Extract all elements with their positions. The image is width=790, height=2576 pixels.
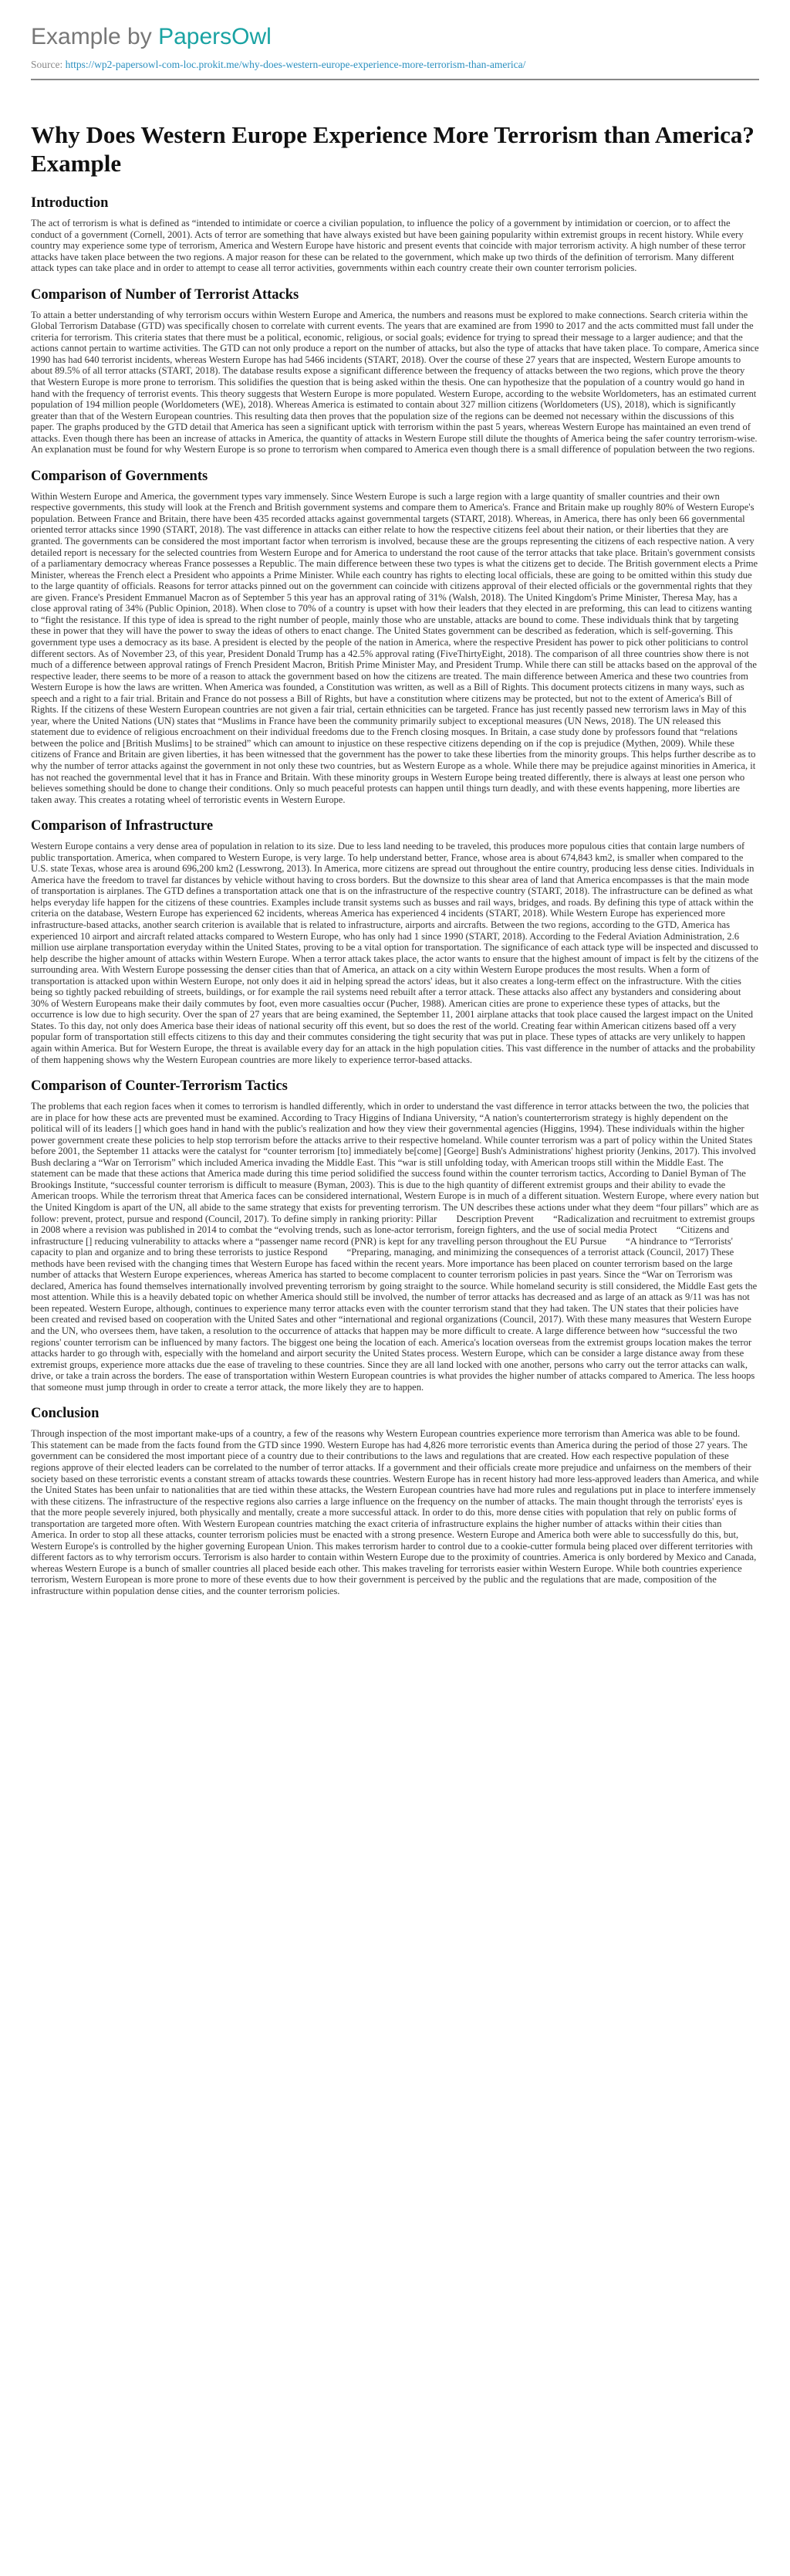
section-paragraph-conclusion: Through inspection of the most important make-ups of a country, a few of the reasons why Western European countries experience more terrorism than America was able to be found. This statement can be made from the facts found from the GTD since 1990. Western Europe has had 4,826 more terroristic events than America during the period of those 27 years. The government can be considered the most important piece of a country due to their contributions to the laws and regulations that are created. How each respective population of these regions approve of their elected leaders can be correlated to the number of terror attacks. If a government and their officials create more prejudice and unfairness on the members of their society based on these terroristic events a constant stream of attacks towards these countries. Western Europe has in recent history had more less-approved leaders than America, and while the United States has been unfair to nationalities that are tied within these attacks, the Western European countries have had more rules and regulations put in place to interfere immensely with these citizens. The infrastructure of the respective regions also carries a large influence on the frequency on the number of attacks. The main thought through the terrorists' eyes is that the more people severely injured, both physically and mentally, create a more successful attack. In order to do this, more dense cities with population that rely on public forms of transportation are targeted more often. With Western European countries matching the exact criteria of infrastructure explains the higher number of attacks within their cities than America. In order to stop all these attacks, counter terrorism policies must be enacted with a strong presence. Western Europe and America both were able to successfully do this, but, Western Europe's is controlled by the higher governing European Union. This makes terrorism harder to control due to a cookie-cutter formula being placed over different territories with different factors as to why terrorism occurs. Terrorism is also harder to contain within Western Europe due to the proximity of countries. America is only bordered by Mexico and Canada, whereas Western Europe is a bunch of smaller countries all placed beside each other. This makes traveling for terrorists easier within Western Europe. While both countries experience terrorism, Western European is more prone to more of these events due to how their government is perceived by the public and the regulations that are made, composition of the infrastructure within population dense cities, and the counter terrorism policies. (31, 1428, 759, 1596)
article (0, 120, 790, 1597)
brand-prefix: Example by (31, 24, 159, 49)
brand-name: PapersOwl (158, 24, 272, 49)
source-label: Source: (31, 59, 66, 70)
section-heading-infrastructure: Comparison of Infrastructure (31, 818, 214, 834)
section-heading-governments: Comparison of Governments (31, 468, 208, 484)
header-divider (31, 79, 759, 80)
section-heading-number-of-attacks: Comparison of Number of Terrorist Attacks (31, 286, 299, 303)
section-paragraph-infrastructure: Western Europe contains a very dense area of population in relation to its size. Due to less land needing to be traveled, this produces more populous cities that contain large numbers of public transportation. America, when compared to Western Europe, is very large. To help understand better, France, whose area is about 674,843 km2, is smaller when compared to the U.S. state Texas, whose area is around 696,200 km2 (Lesswrong, 2013). In America, more citizens are spread out throughout the entire country, producing less dense cities. Individuals in America have the freedom to travel far distances by vehicle without having to cross borders. But the downsize to this shear area of land that America encompasses is that the main mode of transportation is airplanes. The GTD defines a transportation attack one that is on the infrastructure of the respective country (START, 2018). The infrastructure can be defined as what helps everyday life happen for the citizens of these countries. Examples include transit systems such as busses and rail ways, bridges, and roads. By defining this type of attack within the criteria on the database, Western Europe has experienced 62 incidents, whereas America has experienced 4 incidents (START, 2018). While Western Europe has experienced more infrastructure-based attacks, another search criterion is available that is related to infrastructure, airports and aircrafts. Between the two regions, according to the GTD, America has experienced 10 airport and aircraft related attacks compared to Western Europe, who has only had 1 since 1990 (START, 2018). According to the Federal Aviation Administration, 2.6 million use airplane transportation everyday within the United States, proving to be a vital option for transportation. The significance of each attack type will be inspected and discussed to help describe the higher amount of attacks within Western Europe. When a terror attack takes place, the actor wants to ensure that the highest amount of impact is felt by the citizens of the surrounding area. With Western Europe possessing the denser cities than that of America, an attack on a city within Western Europe produces the most results. When a form of transportation is attacked upon within Western Europe, not only does it aid in helping spread the actors' ideas, but it also creates a long-term effect on the infrastructure. With the cities being so tightly packed rebuilding of streets, buildings, or for example the rail systems need rebuilt after a terror attack. These attacks also affect any bystanders and considering about 30% of Western Europeans make their daily commutes by foot, even more casualties occur (Pucher, 1988). American cities are prone to experience these types of attacks, but the occurrence is low due to high security. Over the span of 27 years that are being examined, the September 11, 2001 airplane attacks that took place caused the largest impact on the United States. To this day, not only does America base their ideas of national security off this event, but so does the rest of the world. Creating fear within American citizens based off a very popular form of transportation still effects citizens to this day and their commutes considering the tight security that was put in place. These types of attacks are very unlikely to happen again within America. But for Western Europe, the threat is available every day for an attack in the high population cities. This vast difference in the number of attacks and the probability of them happening shows why the Western European countries are more likely to experience terror-based attacks. (31, 841, 759, 1065)
source-line (31, 59, 759, 71)
section-paragraph-governments: Within Western Europe and America, the government types vary immensely. Since Western Europe is such a large region with a large quantity of smaller countries and their own respective governments, this study will look at the French and British government systems and compare them to America's. France and Britain make up roughly 80% of Western Europe's population. Between France and Britain, there have been 435 recorded attacks against governmental targets (START, 2018). Whereas, in America, there has only been 66 governmental oriented terror attacks since 1990 (START, 2018). The vast difference in attacks can either relate to how the respective citizens feel about their nation, or their liberties that they are granted. The governments can be considered the most important factor when terrorism is involved, because these are the groups representing the citizens of each respective nation. A very detailed report is necessary for the selected countries from Western Europe and for America to understand the root cause of the terror attacks that take place. Britain's government consists of a parliamentary democracy whereas France possesses a Republic. The main difference between these two types is what the citizens get to decide. The British government elects a Prime Minister, whereas the French elect a President who appoints a Prime Minister. While each country has rights to electing local officials, these are going to be omitted within this study due to the large quantity of officials. Reasons for terror attacks pinned out on the government can coincide with citizens approval of their elected officials or the governmental rights that they are given. France's President Emmanuel Macron as of September 5 this year has an approval rating of 31% (Walsh, 2018). The United Kingdom's Prime Minister, Theresa May, has a close approval rating of 34% (Public Opinion, 2018). When close to 70% of a country is upset with how their leaders that they elected in are preforming, this can lead to citizens wanting to “fight the resistance. If this type of idea is spread to the right number of people, mainly those who are unstable, attacks are bound to come. These individuals think that by targeting these in power that they will have the power to sway the ideas of others to enact change. The United States government can be described as federation, which is self-governing. This government type uses a democracy as its base. A president is elected by the people of the nation in America, where the respective President has power to pick other politicians to control different sectors. As of November 23, of this year, President Donald Trump has a 42.5% approval rating (FiveThirtyEight, 2018). The comparison of all three countries show there is not much of a difference between approval ratings of French President Macron, British Prime Minister May, and President Trump. While there can still be attacks based on the approval of the respective leader, there seems to be more of a reason to attack the government based on how the citizens are treated. The main difference between America and these two countries from Western Europe is how the laws are written. When America was founded, a Constitution was written, as well as a Bill of Rights. This document protects citizens in many ways, such as speech and a right to a fair trial. Britain and France do not possess a Bill of Rights, but have a constitution where citizens may be protected, but not to the extent of America's Bill of Rights. If the citizens of these Western European countries are not given a fair trial, certain ethnicities can be targeted. France has just recently passed new terrorism laws in May of this year, where the United Nations (UN) states that “Muslims in France have been the community primarily subject to exceptional measures (UN News, 2018). The UN released this statement due to evidence of religious encroachment on their individual freedoms due to the French closing mosques. In Britain, a case study done by professors found that “relations between the police and [British Muslims] to be strained” which can amount to injustice on these respective citizens depending on if the cop is prejudice (Mythen, 2009). While these citizens of France and Britain are given liberties, it has been witnessed that the government has the power to take these liberties from the minority groups. This helps further describe as to why the number of terror attacks against the government in not only these two countries, but as Western Europe as a whole. While there may be prejudice against minorities in America, it has not reached the governmental level that it has in France and Britain. With these minority groups in Western Europe being treated differently, there is always at least one person who believes something should be done to change their conditions. Only so much peaceful protests can happen until things turn deadly, and with these events happening, more liberties are taken away. This creates a rotating wheel of terroristic events in Western Europe. (31, 490, 758, 805)
section-heading-conclusion: Conclusion (31, 1406, 100, 1422)
section-paragraph-counter-terrorism: The problems that each region faces when it comes to terrorism is handled differently, which in order to understand the vast difference in terror attacks between the two, the policies that are in place for how these acts are prevented must be examined. According to Tracy Higgins of Indiana University, “A nation's counterterrorism strategy is highly dependent on the political will of its leaders [] which goes hand in hand with the public's realization and how they view their governmental agencies (Higgins, 1994). These individuals within the higher power government create these policies to help stop terrorism before the attacks arrive to their respective homeland. While counter terrorism was a part of policy within the United States before 2001, the September 11 attacks were the catalyst for “counter terrorism [to] immediately be[come] [George] Bush's Administrations' highest priority (Jenkins, 2017). This involved Bush declaring a “War on Terrorism” which included America invading the Middle East. This “war is still unfolding today, with American troops still within the Middle East. The statement can be made that these actions that America made during this time period solidified the success found within the counter terrorism tactics, According to Daniel Byman of The Brookings Institute, “successful counter terrorism is difficult to measure (Byman, 2003). This is due to the high quantity of different extremist groups and their ability to evade the American troops. While the terrorism threat that America faces can be considered international, Western Europe is in much of a different situation. Western Europe, where every nation but the United Kingdom is apart of the UN, all abide to the same strategy that exists for preventing terrorism. The UN describes these actions under what they deem “four pillars” which are as follow: prevent, protect, pursue and respond (Council, 2017). To define simply in ranking priority: Pillar Description Prevent “Radicalization and recruitment to extremist groups in 2008 where a revision was published in 2014 to combat the “evolving trends, such as lone-actor terrorism, foreign fighters, and the use of social media Protect “Citizens and infrastructure [] reducing vulnerability to attacks where a “passenger name record (PNR) is kept for any travelling person throughout the EU Pursue “A hindrance to “Terrorists' capacity to plan and organize and to bring these terrorists to justice Respond “Preparing, managing, and minimizing the consequences of a terrorist attack (Council, 2017) These methods have been revised with the changing times that Western Europe has faced within the recent years. More importance has been placed on counter terrorism based on the large number of attacks that Western Europe experiences, whereas America has started to become complacent to counter terrorism policies in past years. Since the “War on Terrorism was declared, America has found themselves internationally involved preventing terrorism by going straight to the source. While homeland security is still considered, the Middle East gets the most attention. While this is a heavily debated topic on whether America should still be involved, the number of terror attacks has decreased and as large of an attack as 9/11 was has not been repeated. Western Europe, although, continues to experience many terror attacks even with the counter terrorism stand that they had taken. The UN states that their policies have been created and revised based on cooperation with the United Sates and other “international and regional organizations (Council, 2017). With these many measures that Western Europe and the UN, who oversees them, have taken, a resolution to the occurrence of attacks that happen may be more difficult to create. A large difference between how “successful the two regions' counter terrorism can be influenced by many factors. The biggest one being the location of each. America's location overseas from the extremist groups location makes the terror attacks harder to go through with, especially with the homeland and airport security the United States process. Western Europe, which can be consider a large distance away from these extremist groups, experience more attacks due the ease of traveling to these countries. Since they are all land locked with one another, persons who carry out the terror attacks can walk, drive, or take a train across the borders. The ease of transportation within Western European countries is what provides the higher number of attacks compared to America. The less hoops that someone must jump through in order to create a terror attack, the more likely they are to happen. (31, 1101, 759, 1393)
section-paragraph-number-of-attacks: To attain a better understanding of why terrorism occurs within Western Europe and America, the numbers and reasons must be explored to make connections. Search criteria within the Global Terrorism Database (GTD) was specifically chosen to correlate with current events. The years that are examined are from 1990 to 2017 and the acts committed must fall under the criteria for terrorism. This criteria states that there must be a political, economic, religious, or social goals; evidence for trying to spread their message to a larger audience; and that the actions cannot pertain to wartime activities. The GTD can not only produce a report on the number of attacks, but also the type of attacks that have taken place. To compare, America since 1990 has had 640 terrorist incidents, whereas Western Europe has had 5466 incidents (START, 2018). Over the course of these 27 years that are inspected, Western Europe amounts to about 89.5% of all terror attacks (START, 2018). The database results expose a significant difference between the frequency of attacks between the two regions, which prove the theory that Western Europe is more prone to terrorism. This solidifies the question that is being asked within the thesis. One can hypothesize that the population of a country would go hand in hand with the frequency of terrorist events. This theory suggests that Western Europe is more populated. Western Europe, according to the website Worldometers, has an estimated current population of 194 million people (Worldometers (WE), 2018). Whereas America is estimated to contain about 327 million citizens (Worldometers (US), 2018), which is significantly greater than that of the Western European countries. This resulting data then proves that the population size of the regions can be deemed not necessary within the discussions of this paper. The graphs produced by the GTD detail that America has seen a significant uptick with terrorism within the past 5 years, whereas Western Europe has maintained an even trend of attacks. Even though there has been an increase of attacks in America, the quantity of attacks in Western Europe still dilute the thoughts of America being the safer country terrorism-wise. An explanation must be found for why Western Europe is so prone to terrorism when compared to America even though there is a small difference of population between the two regions. (31, 309, 759, 455)
section-heading-counter-terrorism: Comparison of Counter-Terrorism Tactics (31, 1078, 288, 1095)
article-title: Why Does Western Europe Experience More Terrorism than America? Example (31, 121, 755, 177)
section-heading-introduction: Introduction (31, 195, 109, 211)
source-link[interactable]: https://wp2-papersowl-com-loc.prokit.me/why-does-western-europe-experience-more-terrorism-than-america/ (65, 59, 526, 70)
brand-logo[interactable] (31, 23, 759, 51)
site-header (0, 0, 790, 71)
section-paragraph-introduction: The act of terrorism is what is defined as “intended to intimidate or coerce a civilian population, to influence the policy of a government by intimidation or coercion, or to affect the conduct of a government (Cornell, 2001). Acts of terror are something that have always existed but have been gaining popularity within extremist groups in recent history. While every country may experience some type of terrorism, America and Western Europe have historic and present events that coincide with major terrorism activity. A high number of these terror attacks have taken place between the two regions. A major reason for these can be related to the government, which make up two thirds of the definition of terrorism. Many different attack types can take place and in order to attempt to cease all terror activities, governments within each country create their own counter terrorism policies. (31, 218, 746, 274)
